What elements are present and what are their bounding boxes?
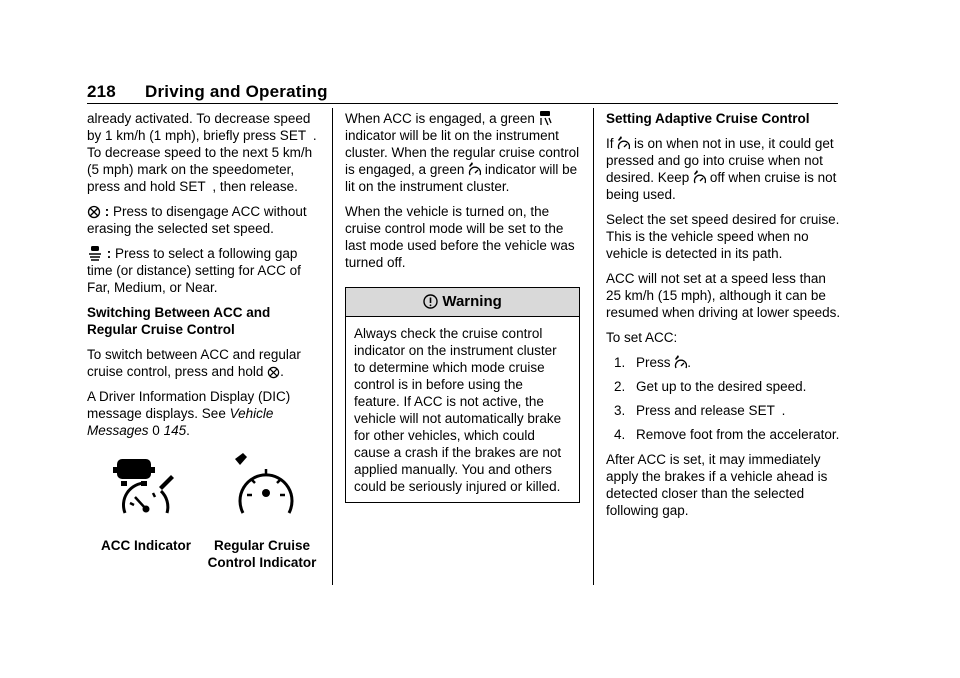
acc-engaged-text-3: indicator will be lit on the instrument cluster. [345, 162, 578, 194]
gap-paragraph [87, 245, 319, 296]
switching-paragraph [87, 346, 319, 380]
step-text: Press [636, 355, 671, 370]
if-text-1: If [606, 136, 614, 151]
step-text: Get up to the desired speed. [636, 379, 807, 394]
column-divider-2 [593, 108, 594, 585]
acc-engaged-text-1: When ACC is engaged, a green [345, 111, 535, 126]
acc-indicator-icon [113, 453, 179, 519]
step-item [606, 354, 841, 371]
cancel-text: Press to disengage ACC without erasing the selected set speed. [87, 204, 307, 236]
warning-body: Always check the cruise control indicator on the instrument cluster to determine which mode cruise control is in before using the feature. If ACC is not active, the vehicle will not automatically brake for other vehicles, which could cause a crash if the brakes are not applied manually. You and others could be seriously injured or killed. [354, 326, 562, 494]
regular-cruise-caption-line1: Regular Cruise [213, 538, 311, 553]
step-item [606, 402, 841, 419]
page-ref-number[interactable]: 145 [163, 423, 187, 438]
switching-text: To switch between ACC and regular cruise control, press and hold [87, 347, 301, 379]
step-number: 2. [614, 379, 626, 394]
to-set-paragraph: To set ACC: [606, 330, 678, 345]
cancel-colon: : [101, 204, 113, 219]
regular-cruise-caption [197, 537, 327, 571]
step-text: Press and release SET . [636, 403, 786, 418]
column-3 [606, 110, 841, 527]
warning-icon [423, 294, 438, 309]
column-divider-1 [332, 108, 333, 585]
acc-indicator-caption: ACC Indicator [100, 538, 191, 553]
acc-engaged-paragraph [345, 110, 580, 195]
not-set-paragraph: ACC will not set at a speed less than 25 km/h (15 mph), although it can be resumed when driving at lower speeds. [606, 271, 841, 320]
vehicle-messages-link[interactable]: Vehicle Messages [87, 406, 274, 438]
if-text-2: is on when not in use, it could get pressed and go into cruise when not desired. Keep [606, 136, 834, 185]
column-1 [87, 110, 319, 581]
header-rule [87, 103, 838, 104]
switching-heading: Switching Between ACC and Regular Cruise Control [87, 305, 271, 337]
cruise-on-icon [674, 355, 687, 370]
set-acc-steps [606, 354, 841, 443]
regular-cruise-indicator-icon [233, 453, 299, 519]
gap-colon: : [103, 246, 115, 261]
dic-paragraph [87, 388, 319, 439]
warning-title: Warning [442, 293, 502, 310]
gap-text: Press to select a following gap time (or distance) setting for ACC of Far, Medium, or Near. [87, 246, 301, 295]
acc-engaged-text-2: indicator will be lit on the instrument cluster. When the regular cruise control is engaged, a green [345, 128, 580, 177]
page-ref-arrow: 0 [152, 423, 160, 438]
after-set-paragraph: After ACC is set, it may immediately apply the brakes if a vehicle ahead is detected closer than the selected following gap. [606, 452, 828, 518]
select-speed-paragraph: Select the set speed desired for cruise. This is the vehicle speed when no vehicle is detected in its path. [606, 212, 840, 261]
regular-cruise-caption-line2: Control Indicator [207, 555, 317, 570]
cruise-on-icon [617, 136, 630, 151]
section-title: Driving and Operating [145, 82, 328, 101]
page-header [87, 82, 328, 102]
switching-end: . [280, 364, 284, 379]
cruise-on-icon [693, 170, 706, 185]
step-text-end: . [687, 355, 692, 370]
warning-header [346, 288, 579, 317]
cruise-cancel-icon [87, 205, 101, 219]
page-number: 218 [87, 82, 116, 101]
step-number: 4. [614, 427, 626, 442]
turned-on-paragraph: When the vehicle is turned on, the cruise control mode will be set to the last mode used before the vehicle was turned off. [345, 204, 575, 270]
if-paragraph [606, 135, 841, 203]
step-number: 3. [614, 403, 626, 418]
column-2 [345, 110, 580, 503]
decrease-speed-paragraph: already activated. To decrease speed by 1 km/h (1 mph), briefly press SET . To decrease speed to the next 5 km/h (5 mph) mark on the speedometer, press and hold SET , then release. [87, 111, 317, 194]
setting-acc-heading: Setting Adaptive Cruise Control [606, 111, 810, 126]
warning-box [345, 287, 580, 503]
if-text-3: off when cruise is not being used. [606, 170, 837, 202]
dic-end: . [186, 423, 190, 438]
cancel-paragraph [87, 203, 319, 237]
dic-text: A Driver Information Display (DIC) message displays. See [87, 389, 291, 421]
step-item [606, 426, 841, 443]
following-gap-icon [87, 245, 103, 261]
indicator-figures [87, 449, 319, 581]
acc-indicator-small-icon [539, 111, 552, 126]
cruise-indicator-small-icon [468, 162, 481, 177]
step-text: Remove foot from the accelerator. [636, 427, 840, 442]
step-number: 1. [614, 355, 626, 370]
cruise-cancel-icon [267, 366, 280, 379]
step-item [606, 378, 841, 395]
